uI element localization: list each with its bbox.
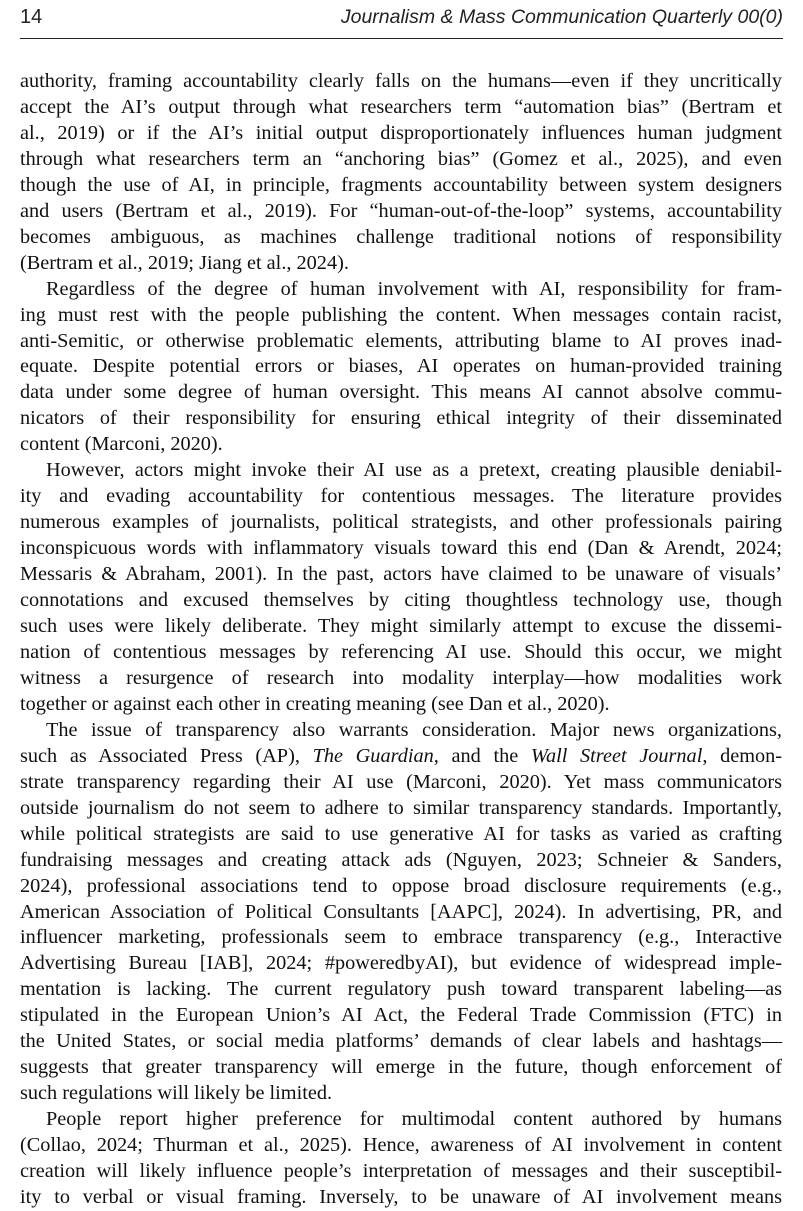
text-line: becomes ambiguous, as machines challenge traditional notions of responsibility: [20, 225, 782, 248]
text-line: authority, framing accountability clearly falls on the humans—even if they uncritically: [20, 70, 782, 92]
page-number: 14: [20, 6, 43, 28]
text-line: witness a resurgence of research into modality interplay—how modalities work: [20, 666, 782, 689]
text-line: though the use of AI, in principle, fragments accountability between system designers: [20, 173, 782, 196]
article-body: [20, 69, 782, 1211]
text-line: data under some degree of human oversight. This means AI cannot absolve commu-: [20, 381, 782, 404]
text-line: 2024), professional associations tend to oppose broad disclosure requirements (e.g.,: [20, 874, 782, 897]
text-line: ity to verbal or visual framing. Inversely, to be unaware of AI involvement means: [20, 1185, 782, 1208]
paragraph: [20, 277, 782, 459]
paragraph: [20, 69, 782, 277]
text-line: through what researchers term an “anchoring bias” (Gomez et al., 2025), and even: [20, 147, 782, 170]
text-line: such uses were likely deliberate. They might similarly attempt to excuse the dissemi-: [20, 615, 782, 638]
text-line: outside journalism do not seem to adhere to similar transparency standards. Importantly,: [20, 796, 782, 819]
italic-title: The Guardian: [312, 744, 434, 767]
journal-title: Journalism & Mass Communication Quarterly 00(0): [340, 6, 783, 28]
text-line: strate transparency regarding their AI use (Marconi, 2020). Yet mass communicators: [20, 770, 782, 793]
running-header: [20, 6, 783, 36]
text-line: inconspicuous words with inflammatory visuals toward this end (Dan & Arendt, 2024;: [20, 537, 782, 560]
text-line: influencer marketing, professionals seem to embrace transparency (e.g., Interactive: [20, 926, 782, 949]
text-line: (Collao, 2024; Thurman et al., 2025). Hence, awareness of AI involvement in content: [20, 1134, 782, 1157]
text-line: The issue of transparency also warrants consideration. Major news organizations,: [46, 718, 782, 741]
text-line: numerous examples of journalists, political strategists, and other professionals pairing: [20, 511, 782, 534]
text-line: Messaris & Abraham, 2001). In the past, actors have claimed to be unaware of visuals’: [20, 563, 782, 586]
text-line: However, actors might invoke their AI use as a pretext, creating plausible deniabil-: [46, 459, 782, 482]
text-line: while political strategists are said to use generative AI for tasks as varied as crafting: [20, 822, 782, 845]
text-line: ing must rest with the people publishing the content. When messages contain racist,: [20, 303, 782, 326]
text-line: connotations and excused themselves by citing thoughtless technology use, though: [20, 589, 782, 612]
text-line: anti-Semitic, or otherwise problematic elements, attributing blame to AI proves inad-: [20, 329, 782, 352]
paragraph: [20, 458, 782, 718]
text-line: al., 2019) or if the AI’s initial output disproportionately influences human judgment: [20, 121, 782, 144]
text-line: such regulations will likely be limited.: [20, 1082, 333, 1105]
paragraph: [20, 718, 782, 1107]
text-line: nation of contentious messages by referencing AI use. Should this occur, we might: [20, 640, 782, 663]
text-line: such as Associated Press (AP), The Guardian, and the Wall Street Journal, demon-: [20, 744, 783, 767]
text-line: together or against each other in creating meaning (see Dan et al., 2020).: [20, 692, 610, 715]
text-line: fundraising messages and creating attack ads (Nguyen, 2023; Schneier & Sanders,: [20, 848, 782, 871]
text-line: ity and evading accountability for contentious messages. The literature provides: [20, 485, 782, 508]
text-line: accept the AI’s output through what researchers term “automation bias” (Bertram et: [20, 95, 782, 118]
header-rule: [20, 38, 783, 39]
text-line: suggests that greater transparency will emerge in the future, though enforcement of: [20, 1056, 782, 1079]
text-line: People report higher preference for multimodal content authored by humans: [46, 1108, 782, 1131]
text-line: content (Marconi, 2020).: [20, 433, 223, 456]
text-line: American Association of Political Consultants [AAPC], 2024). In advertising, PR, and: [20, 900, 782, 923]
text-line: nicators of their responsibility for ensuring ethical integrity of their disseminated: [20, 407, 782, 430]
paragraph: [20, 1107, 782, 1211]
text-line: the United States, or social media platforms’ demands of clear labels and hashtags—: [20, 1030, 782, 1053]
text-line: Advertising Bureau [IAB], 2024; #poweredbyAI), but evidence of widespread imple-: [20, 952, 782, 975]
text-line: Regardless of the degree of human involvement with AI, responsibility for fram-: [46, 277, 782, 300]
text-line: and users (Bertram et al., 2019). For “human-out-of-the-loop” systems, accountability: [20, 199, 782, 222]
text-line: creation will likely influence people’s interpretation of messages and their susceptibil-: [20, 1160, 782, 1183]
text-line: stipulated in the European Union’s AI Act, the Federal Trade Commission (FTC) in: [20, 1004, 782, 1027]
italic-title: Wall Street Journal: [530, 744, 703, 767]
text-line: mentation is lacking. The current regulatory push toward transparent labeling—as: [20, 978, 782, 1001]
text-line: (Bertram et al., 2019; Jiang et al., 2024).: [20, 251, 349, 274]
text-line: equate. Despite potential errors or biases, AI operates on human-provided training: [20, 355, 782, 378]
